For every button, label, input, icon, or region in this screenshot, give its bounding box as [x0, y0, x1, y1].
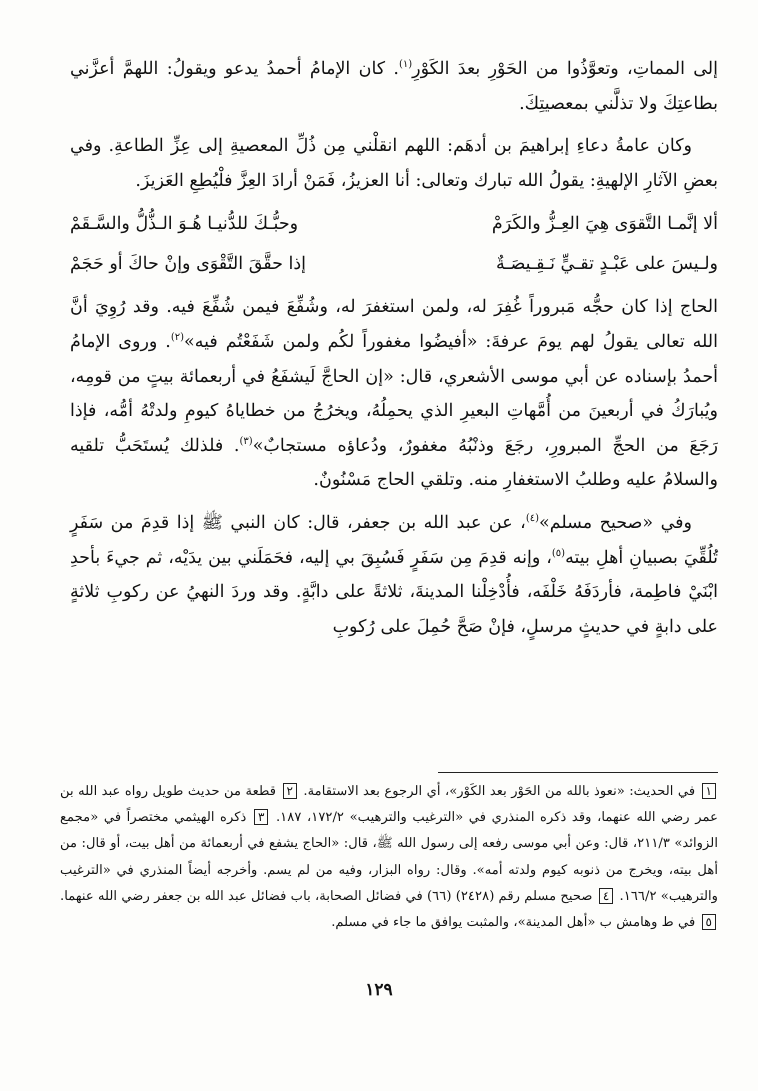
- footnote-block: [60, 779, 718, 936]
- footnote-number: ٥: [702, 914, 716, 930]
- paragraph-3: الحاج إذا كان حجُّه مَبروراً غُفِرَ له، ولمن استغفرَ له، وشُفِّعَ فيمن شُفِّعَ فيه. وقد رُوِيَ أنَّ الله تعالى يقولُ لهم يومَ عرفةَ: «أفيضُوا مغفوراً لكُم ولمن شَفَعْتُم فيه»$^{(٢)}$. وروى الإمامُ أحمدُ بإسناده عن أبي موسى الأشعري، قال: «إن الحاجَّ لَيشفَعُ في أربعمائة بيتٍ من قومِه، ويُبارَكُ في أربعينَ من أُمَّهاتِ البعيرِ الذي يحمِلُهُ، ويخرُجُ من خطاياهُ كيومِ ولدتْهُ أمُّه، فإذا رَجَعَ من الحجِّ المبرورِ، رجَعَ وذنْبُهُ مغفورٌ، ودُعاؤه مستجابٌ»$^{(٣)}$. فلذلك يُستَحَبُّ تلقيه والسلامُ عليه وطلبُ الاستغفارِ منه. وتلقي الحاج مَسْنُونٌ.: [70, 297, 719, 491]
- footnote-ref-5[interactable]: (٥): [551, 547, 566, 559]
- main-text: [70, 52, 718, 644]
- footnote-number: ١: [702, 783, 716, 799]
- page-number: ١٢٩: [365, 980, 393, 1000]
- verse-line: [70, 204, 718, 244]
- paragraph-2: وكان عامةُ دعاءِ إبراهيمَ بن أدهَم: اللهم انقلْني مِن ذُلِّ المعصيةِ إلى عِزِّ الطاعةِ. وفي بعضِ الآثارِ الإلهيةِ: يقولُ الله تبارك وتعالى: أنا العزيزُ، فَمَنْ أرادَ العِزَّ فلْيُطِعِ العَزيزَ.: [70, 136, 718, 191]
- footnotes: [60, 779, 718, 936]
- footnote-text: في الحديث: «نعوذ بالله من الحَوْر بعد الكَوْر»، أي الرجوع بعد الاستقامة.: [303, 784, 696, 799]
- footnote-text: ذكره الهيثمي مختصراً في «مجمع الزوائد» ٢١١/٣، قال: وعن أبي موسى رفعه إلى رسول الله ﷺ، قال: «الحاج يشفع في أربعمائة من أهل بيت، أو قال: من أهل بيته، ويخرج من ذنوبه كيوم ولدته أمه». وقال: رواه البزار، وفيه من لم يسم. وأخرجه أيضاً المنذري في «الترغيب والترهيب» ١٦٦/٢.: [60, 810, 719, 904]
- poem-verses: [70, 204, 718, 284]
- verse-hemistich-second: وحبُّـكَ للدُّنيـا هُـوَ الـذُّلُّ والسَّـقَمْ: [70, 214, 299, 235]
- paragraph-1: إلى المماتِ، وتعوَّذُوا من الحَوْرِ بعدَ الكَوْرِ$^{(١)}$. كان الإمامُ أحمدُ يدعو ويقولُ: اللهمَّ أعزَّني بطاعتِكَ ولا تذلَّني بمعصيتِكَ.: [70, 59, 718, 114]
- verse-hemistich-second: إذا حقَّقَ التَّقْوَى وإنْ حاكَ أو حَجَمْ: [70, 254, 307, 275]
- footnote-divider: [438, 772, 718, 773]
- footnote-ref-1[interactable]: (١): [398, 59, 413, 71]
- verse-hemistich-first: ولـيسَ على عَبْـدٍ تقـيٍّ نَـقِـيصَـةٌ: [496, 254, 718, 275]
- verse-line: [70, 244, 718, 284]
- footnote-ref-2[interactable]: (٢): [170, 332, 185, 344]
- paragraph-4: وفي «صحيح مسلم»$^{(٤)}$، عن عبد الله بن جعفر، قال: كان النبي ﷺ إذا قدِمَ من سَفَرٍ تُلُقِّيَ بصبيانِ أهلِ بيته$^{(٥)}$، وإنه قدِمَ مِن سَفَرٍ فَسُبِقَ بي إليه، فحَمَلَني بين يدَيْه، ثم جيءَ بأحدِ ابْنَيْ فاطِمة، فأردَفَهُ خَلْفَه، فأُدْخِلْنا المدينةَ، ثلاثةً على دابَّةٍ. وقد وردَ النهيُ عن ركوبِ ثلاثةٍ على دابةٍ في حديثٍ مرسلٍ، فإنْ صَحَّ حُمِلَ على رُكوبِ: [70, 512, 718, 637]
- footnote-number: ٤: [599, 888, 613, 904]
- footnote-text: صحيح مسلم رقم (٢٤٢٨) (٦٦) في فضائل الصحابة، باب فضائل عبد الله بن جعفر رضي الله عنهما.: [60, 888, 593, 904]
- footnote-number: ٢: [283, 783, 297, 799]
- verse-hemistich-first: ألا إنَّمـا التَّقوَى هِيَ العِـزُّ والكَرَمْ: [491, 214, 718, 235]
- footnote-number: ٣: [254, 809, 268, 825]
- footnote-ref-4[interactable]: (٤): [525, 513, 540, 525]
- footnote-text: في ط وهامش ب «أهل المدينة»، والمثبت يوافق ما جاء في مسلم.: [331, 915, 696, 931]
- footnote-text: قطعة من حديث طويل رواه عبد الله بن عمر رضي الله عنهما، وقد ذكره المنذري في «الترغيب والترهيب» ١٧٢/٢، ١٨٧.: [60, 784, 718, 826]
- footnote-ref-3[interactable]: (٣): [239, 435, 253, 447]
